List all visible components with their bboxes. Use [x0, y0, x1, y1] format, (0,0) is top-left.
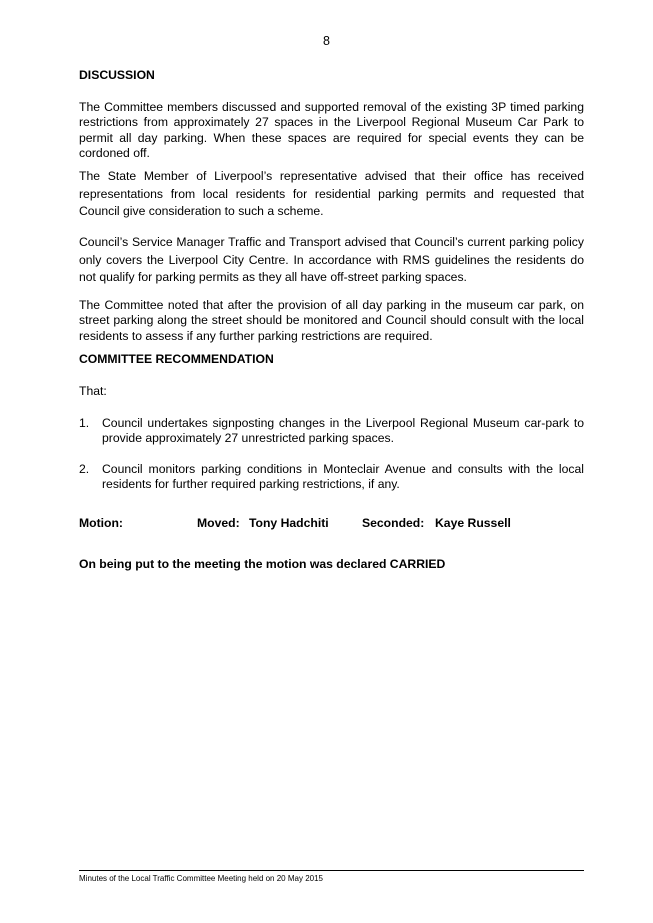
list-item-text: Council undertakes signposting changes in the Liverpool Regional Museum car-park to provide approximately 27 unrestricted parking spaces. [102, 416, 584, 446]
moved-label: Moved: [197, 516, 240, 530]
discussion-paragraph: The Committee noted that after the provision of all day parking in the museum car park, on street parking along the street should be monitored and Council should consult with the local residents to assess if any further parking restrictions are required. [79, 298, 584, 343]
list-item-text: Council monitors parking conditions in Monteclair Avenue and consults with the local residents for further required parking restrictions, if any. [102, 461, 584, 492]
page-number: 8 [323, 34, 330, 48]
recommendation-list [79, 416, 584, 508]
discussion-heading: DISCUSSION [79, 68, 155, 82]
list-item [79, 462, 584, 493]
list-item [79, 416, 584, 447]
discussion-paragraph: The Committee members discussed and supported removal of the existing 3P timed parking restrictions from approximately 27 spaces in the Liverpool Regional Museum Car Park to permit all day parking. When these spaces are required for special events they can be cordoned off. [79, 100, 584, 161]
discussion-paragraph: Council’s Service Manager Traffic and Transport advised that Council’s current parking policy only covers the Liverpool City Centre. In accordance with RMS guidelines the residents do not qualify for parking permits as they all have off-street parking spaces. [79, 235, 584, 284]
discussion-paragraph: The State Member of Liverpool’s representative advised that their office has received representations from local residents for residential parking permits and requested that Council give consideration to such a scheme. [79, 169, 584, 218]
list-item-number: 1. [79, 416, 90, 430]
moved-by: Tony Hadchiti [249, 516, 329, 530]
footer-divider [79, 870, 584, 871]
recommendation-intro: That: [79, 384, 107, 398]
seconded-label: Seconded: [362, 516, 425, 530]
footer-text: Minutes of the Local Traffic Committee Meeting held on 20 May 2015 [79, 874, 323, 883]
recommendation-heading: COMMITTEE RECOMMENDATION [79, 352, 274, 366]
seconded-by: Kaye Russell [435, 516, 511, 530]
list-item-number: 2. [79, 461, 90, 476]
motion-label: Motion: [79, 516, 123, 530]
motion-result: On being put to the meeting the motion was declared CARRIED [79, 557, 446, 572]
